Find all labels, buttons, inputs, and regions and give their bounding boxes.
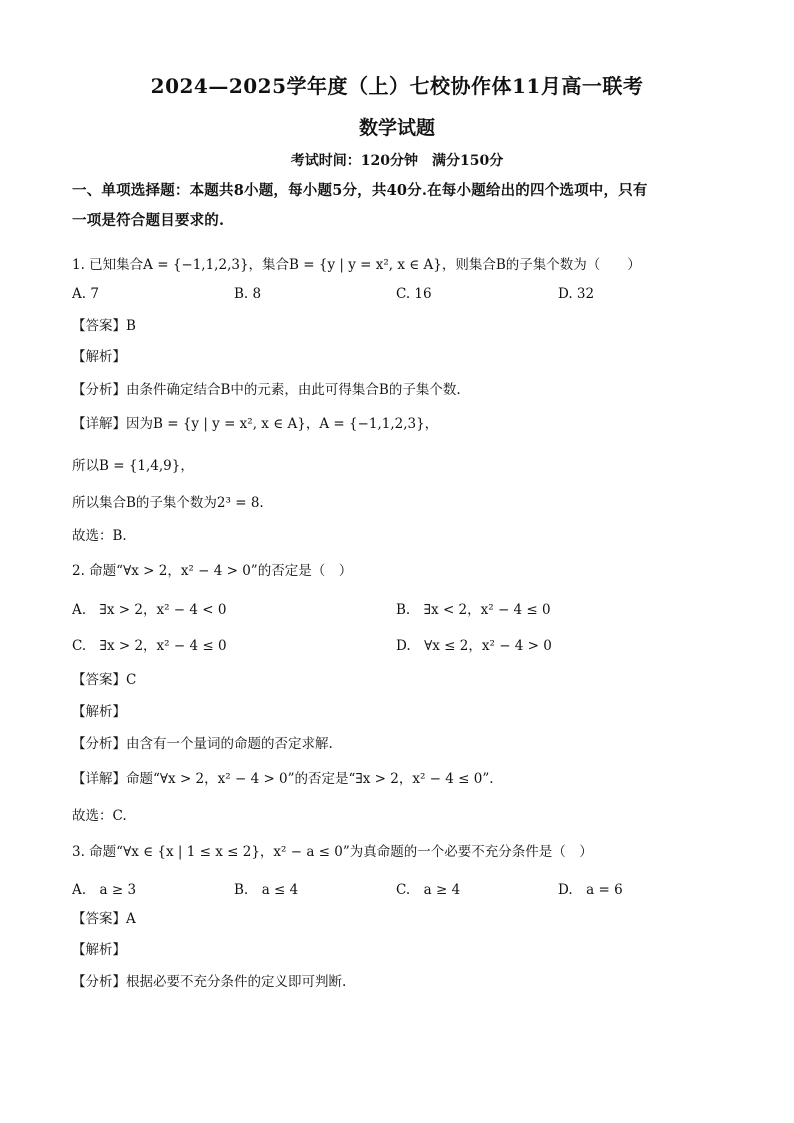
section-heading-line2: 一项是符合题目要求的. — [72, 212, 225, 229]
q1-option-a: A. 7 — [72, 286, 99, 302]
exam-title: 2024—2025学年度（上）七校协作体11月高一联考 — [150, 74, 644, 98]
subject-title: 数学试题 — [358, 117, 435, 139]
q3-option-b: B. a ≤ 4 — [234, 882, 299, 898]
q1-option-d: D. 32 — [558, 286, 595, 302]
q3-option-d: D. a = 6 — [558, 882, 623, 898]
q1-answer: 【答案】B — [72, 318, 136, 334]
q2-option-c: C. ∃x > 2，x² − 4 ≤ 0 — [72, 638, 227, 654]
q1-xiangjie: 【详解】因为B = {y | y = x², x ∈ A}，A = {−1,1,2,3}， — [72, 416, 439, 432]
q3-analysis-label: 【解析】 — [72, 942, 126, 958]
q3-option-a: A. a ≥ 3 — [72, 882, 137, 898]
q1-option-b: B. 8 — [234, 286, 262, 302]
exam-info: 考试时间：120分钟 满分150分 — [290, 153, 504, 169]
q3-option-c: C. a ≥ 4 — [396, 882, 461, 898]
q1-step2: 所以B = {1,4,9}， — [72, 458, 194, 474]
q2-option-d: D. ∀x ≤ 2，x² − 4 > 0 — [396, 638, 552, 654]
q1-choice: 故选：B. — [72, 528, 127, 544]
q3-answer: 【答案】A — [72, 911, 136, 927]
q2-option-a: A. ∃x > 2，x² − 4 < 0 — [72, 602, 227, 618]
question-2-stem: 2. 命题“∀x > 2，x² − 4 > 0”的否定是（ ） — [72, 563, 353, 579]
q1-option-c: C. 16 — [396, 286, 432, 302]
q2-option-b: B. ∃x < 2，x² − 4 ≤ 0 — [396, 602, 551, 618]
question-3-stem: 3. 命题“∀x ∈ {x | 1 ≤ x ≤ 2}，x² − a ≤ 0”为真命题的一个必要不充分条件是（ ） — [72, 844, 593, 860]
question-1-stem: 1. 已知集合A = {−1,1,2,3}，集合B = {y | y = x², x ∈ A}，则集合B的子集个数为（ ） — [72, 257, 641, 273]
q2-xiangjie: 【详解】命题“∀x > 2，x² − 4 > 0”的否定是“∃x > 2，x² − 4 ≤ 0”. — [72, 771, 494, 787]
q3-fenxi: 【分析】根据必要不充分条件的定义即可判断. — [72, 974, 347, 990]
q2-analysis-label: 【解析】 — [72, 704, 126, 720]
q2-fenxi: 【分析】由含有一个量词的命题的否定求解. — [72, 736, 333, 752]
section-heading-line1: 一、单项选择题：本题共8小题，每小题5分，共40分.在每小题给出的四个选项中，只有 — [72, 182, 648, 199]
q1-analysis-label: 【解析】 — [72, 349, 126, 365]
q2-answer: 【答案】C — [72, 672, 137, 688]
q1-step3: 所以集合B的子集个数为2³ = 8. — [72, 495, 264, 511]
q2-choice: 故选：C. — [72, 808, 127, 824]
q1-fenxi: 【分析】由条件确定结合B中的元素，由此可得集合B的子集个数. — [72, 382, 461, 398]
